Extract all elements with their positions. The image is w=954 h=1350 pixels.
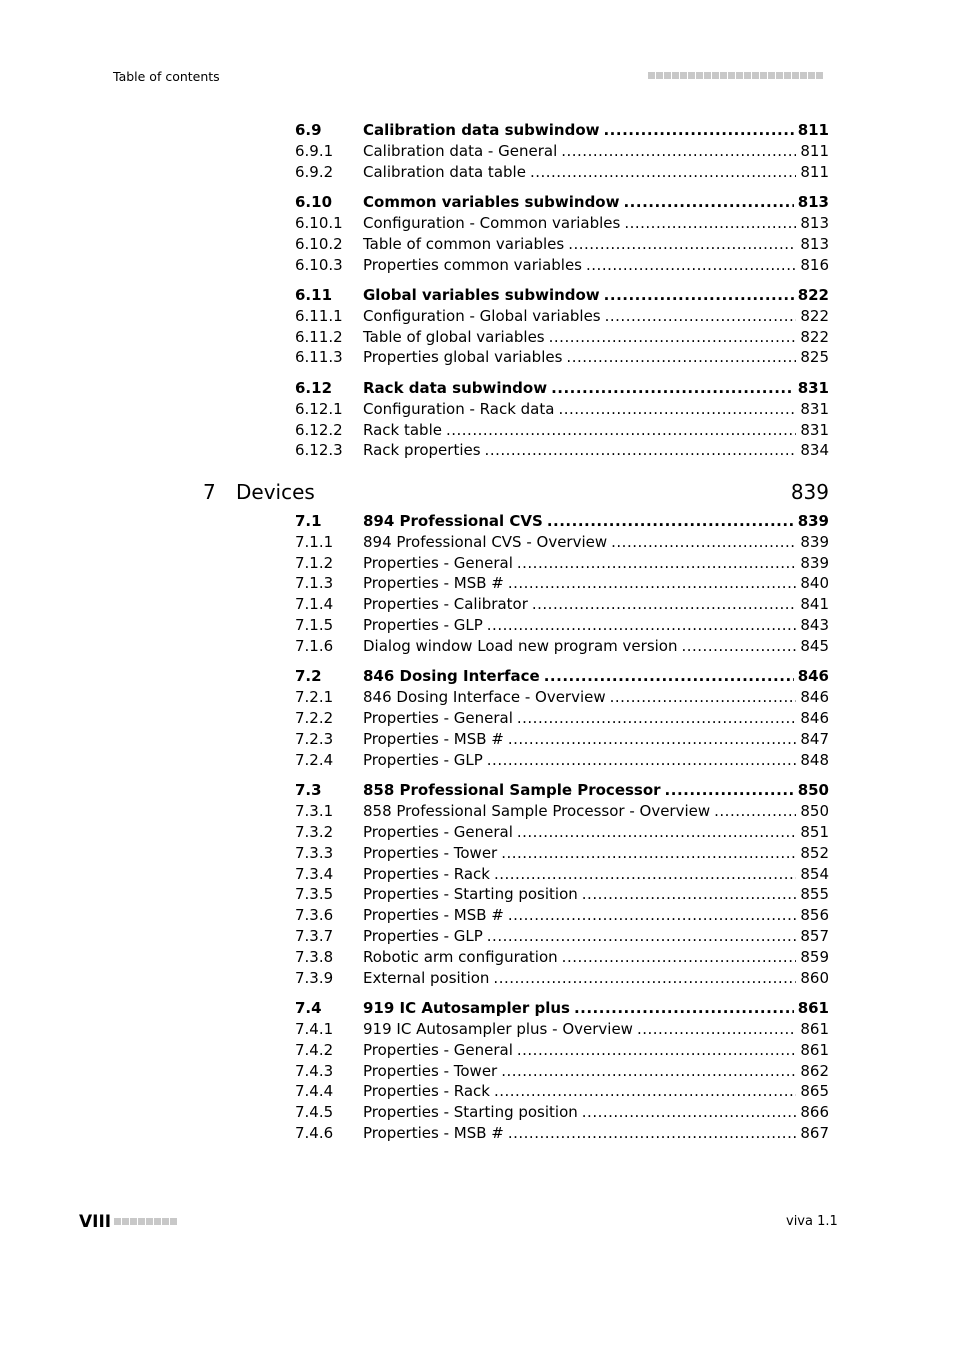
entry-page: 847 xyxy=(800,730,829,748)
entry-page: 852 xyxy=(800,844,829,862)
entry-title: Properties - MSB # xyxy=(363,906,504,924)
entry-title: Properties - GLP xyxy=(363,927,483,945)
entry-number: 7.3.1 xyxy=(295,802,334,820)
entry-title: Properties - GLP xyxy=(363,751,483,769)
toc-subsection-entry[interactable] xyxy=(295,637,829,659)
dot-leader xyxy=(544,667,794,685)
entry-number: 6.10 xyxy=(295,193,333,211)
entry-page: 813 xyxy=(800,214,829,232)
entry-page: 839 xyxy=(800,554,829,572)
entry-page: 850 xyxy=(800,802,829,820)
toc-subsection-entry[interactable] xyxy=(295,441,829,463)
dot-leader xyxy=(508,1124,797,1142)
toc-subsection-entry[interactable] xyxy=(295,214,829,236)
toc-subsection-entry[interactable] xyxy=(295,948,829,970)
toc-subsection-entry[interactable] xyxy=(295,348,829,370)
entry-page: 822 xyxy=(797,286,829,304)
entry-number: 7.3.3 xyxy=(295,844,334,862)
dot-leader xyxy=(561,142,796,160)
toc-subsection-entry[interactable] xyxy=(295,1062,829,1084)
chapter-title: Devices xyxy=(236,480,315,504)
entry-page: 860 xyxy=(800,969,829,987)
header-square xyxy=(736,72,743,79)
entry-number: 7.4.5 xyxy=(295,1103,334,1121)
entry-title: Properties - MSB # xyxy=(363,1124,504,1142)
entry-number: 7.1 xyxy=(295,512,322,530)
entry-title: Properties - General xyxy=(363,709,513,727)
toc-subsection-entry[interactable] xyxy=(295,142,829,164)
entry-page: 866 xyxy=(800,1103,829,1121)
dot-leader xyxy=(574,999,794,1017)
entry-title: Robotic arm configuration xyxy=(363,948,558,966)
dot-leader xyxy=(610,688,797,706)
entry-number: 7.4.2 xyxy=(295,1041,334,1059)
entry-number: 6.11.1 xyxy=(295,307,343,325)
entry-page: 839 xyxy=(797,512,829,530)
entry-page: 839 xyxy=(800,533,829,551)
entry-number: 7.1.1 xyxy=(295,533,334,551)
toc-section-entry[interactable] xyxy=(295,286,829,308)
footer-square xyxy=(154,1218,161,1225)
footer-decoration xyxy=(114,1218,177,1225)
dot-leader xyxy=(494,865,796,883)
entry-title: Properties global variables xyxy=(363,348,563,366)
entry-number: 7.3.5 xyxy=(295,885,334,903)
entry-number: 7.4.1 xyxy=(295,1020,334,1038)
dot-leader xyxy=(547,512,794,530)
dot-leader xyxy=(586,256,796,274)
entry-number: 6.10.3 xyxy=(295,256,343,274)
toc-subsection-entry[interactable] xyxy=(295,256,829,278)
entry-title: Table of common variables xyxy=(363,235,565,253)
header-square xyxy=(680,72,687,79)
page-number: VIII xyxy=(79,1212,112,1232)
header-square xyxy=(784,72,791,79)
toc-subsection-entry[interactable] xyxy=(295,709,829,731)
chapter-heading[interactable] xyxy=(203,480,829,506)
footer-square xyxy=(162,1218,169,1225)
entry-number: 7.3.8 xyxy=(295,948,334,966)
entry-number: 6.9 xyxy=(295,121,322,139)
entry-title: Properties - GLP xyxy=(363,616,483,634)
entry-page: 867 xyxy=(800,1124,829,1142)
entry-page: 855 xyxy=(800,885,829,903)
entry-number: 7.1.4 xyxy=(295,595,334,613)
toc-subsection-entry[interactable] xyxy=(295,1082,829,1104)
entry-page: 846 xyxy=(800,709,829,727)
entry-page: 822 xyxy=(800,307,829,325)
entry-page: 857 xyxy=(800,927,829,945)
entry-page: 834 xyxy=(800,441,829,459)
dot-leader xyxy=(487,751,797,769)
entry-title: Calibration data table xyxy=(363,163,526,181)
header-square xyxy=(656,72,663,79)
entry-title: Common variables subwindow xyxy=(363,193,620,211)
dot-leader xyxy=(568,235,796,253)
entry-number: 7.2 xyxy=(295,667,322,685)
toc-subsection-entry[interactable] xyxy=(295,328,829,350)
entry-page: 816 xyxy=(800,256,829,274)
entry-number: 6.12.3 xyxy=(295,441,343,459)
dot-leader xyxy=(604,286,794,304)
toc-subsection-entry[interactable] xyxy=(295,802,829,824)
entry-number: 6.9.2 xyxy=(295,163,334,181)
entry-page: 811 xyxy=(797,121,829,139)
dot-leader xyxy=(501,1062,796,1080)
dot-leader xyxy=(551,379,794,397)
footer-square xyxy=(114,1218,121,1225)
footer-square xyxy=(138,1218,145,1225)
dot-leader xyxy=(582,885,797,903)
entry-title: Properties - Starting position xyxy=(363,885,578,903)
entry-page: 856 xyxy=(800,906,829,924)
entry-title: 919 IC Autosampler plus xyxy=(363,999,570,1017)
entry-number: 6.10.1 xyxy=(295,214,343,232)
dot-leader xyxy=(501,844,796,862)
dot-leader xyxy=(558,400,796,418)
chapter-number: 7 xyxy=(203,480,216,504)
dot-leader xyxy=(582,1103,797,1121)
toc-subsection-entry[interactable] xyxy=(295,533,829,555)
header-square xyxy=(696,72,703,79)
header-square xyxy=(768,72,775,79)
entry-page: 813 xyxy=(800,235,829,253)
toc-subsection-entry[interactable] xyxy=(295,163,829,185)
entry-page: 846 xyxy=(797,667,829,685)
entry-page: 822 xyxy=(800,328,829,346)
header-square xyxy=(808,72,815,79)
header-decoration xyxy=(648,72,823,79)
toc-subsection-entry[interactable] xyxy=(295,421,829,443)
dot-leader xyxy=(487,616,797,634)
header-square xyxy=(688,72,695,79)
entry-number: 7.4 xyxy=(295,999,322,1017)
footer-square xyxy=(170,1218,177,1225)
entry-page: 841 xyxy=(800,595,829,613)
entry-title: Properties - General xyxy=(363,554,513,572)
dot-leader xyxy=(566,348,796,366)
toc-subsection-entry[interactable] xyxy=(295,616,829,638)
entry-number: 6.12.2 xyxy=(295,421,343,439)
entry-number: 7.3 xyxy=(295,781,322,799)
dot-leader xyxy=(562,948,797,966)
entry-title: 894 Professional CVS xyxy=(363,512,543,530)
toc-section-entry[interactable] xyxy=(295,667,829,689)
entry-title: Rack data subwindow xyxy=(363,379,548,397)
entry-number: 7.3.7 xyxy=(295,927,334,945)
dot-leader xyxy=(623,193,793,211)
entry-page: 845 xyxy=(800,637,829,655)
footer-square xyxy=(130,1218,137,1225)
entry-number: 6.12.1 xyxy=(295,400,343,418)
toc-subsection-entry[interactable] xyxy=(295,751,829,773)
product-version: viva 1.1 xyxy=(786,1214,838,1229)
dot-leader xyxy=(508,730,797,748)
entry-page: 862 xyxy=(800,1062,829,1080)
toc-subsection-entry[interactable] xyxy=(295,400,829,422)
toc-section-entry[interactable] xyxy=(295,512,829,534)
entry-page: 843 xyxy=(800,616,829,634)
chapter-page: 839 xyxy=(790,480,829,504)
dot-leader xyxy=(549,328,797,346)
entry-number: 7.4.6 xyxy=(295,1124,334,1142)
entry-title: Rack table xyxy=(363,421,442,439)
dot-leader xyxy=(517,1041,796,1059)
toc-subsection-entry[interactable] xyxy=(295,885,829,907)
toc-subsection-entry[interactable] xyxy=(295,969,829,991)
entry-title: Properties - Starting position xyxy=(363,1103,578,1121)
entry-title: Properties - MSB # xyxy=(363,574,504,592)
entry-number: 6.11.2 xyxy=(295,328,343,346)
entry-number: 7.3.6 xyxy=(295,906,334,924)
entry-title: Calibration data - General xyxy=(363,142,558,160)
dot-leader xyxy=(714,802,796,820)
header-square xyxy=(744,72,751,79)
entry-page: 846 xyxy=(800,688,829,706)
toc-subsection-entry[interactable] xyxy=(295,1041,829,1063)
entry-page: 854 xyxy=(800,865,829,883)
entry-page: 850 xyxy=(797,781,829,799)
entry-number: 7.2.4 xyxy=(295,751,334,769)
dot-leader xyxy=(605,307,797,325)
entry-title: 919 IC Autosampler plus - Overview xyxy=(363,1020,633,1038)
entry-page: 840 xyxy=(800,574,829,592)
dot-leader xyxy=(530,163,796,181)
entry-number: 7.1.2 xyxy=(295,554,334,572)
entry-page: 861 xyxy=(797,999,829,1017)
entry-number: 7.1.3 xyxy=(295,574,334,592)
header-square xyxy=(792,72,799,79)
dot-leader xyxy=(665,781,794,799)
dot-leader xyxy=(517,554,796,572)
entry-number: 6.9.1 xyxy=(295,142,334,160)
entry-number: 7.4.4 xyxy=(295,1082,334,1100)
entry-title: Properties - Tower xyxy=(363,1062,498,1080)
toc-subsection-entry[interactable] xyxy=(295,235,829,257)
dot-leader xyxy=(494,1082,796,1100)
entry-title: Properties - Rack xyxy=(363,865,490,883)
entry-page: 811 xyxy=(800,163,829,181)
entry-title: Properties common variables xyxy=(363,256,583,274)
entry-title: Configuration - Rack data xyxy=(363,400,555,418)
dot-leader xyxy=(624,214,796,232)
header-square xyxy=(760,72,767,79)
dot-leader xyxy=(487,927,797,945)
entry-number: 7.3.9 xyxy=(295,969,334,987)
footer-square xyxy=(122,1218,129,1225)
entry-number: 7.4.3 xyxy=(295,1062,334,1080)
toc-subsection-entry[interactable] xyxy=(295,1103,829,1125)
dot-leader xyxy=(508,574,797,592)
toc-subsection-entry[interactable] xyxy=(295,823,829,845)
entry-number: 6.10.2 xyxy=(295,235,343,253)
toc-subsection-entry[interactable] xyxy=(295,906,829,928)
dot-leader xyxy=(637,1020,796,1038)
entry-number: 6.12 xyxy=(295,379,333,397)
toc-subsection-entry[interactable] xyxy=(295,688,829,710)
entry-title: Properties - Rack xyxy=(363,1082,490,1100)
entry-title: Properties - MSB # xyxy=(363,730,504,748)
entry-title: Configuration - Common variables xyxy=(363,214,621,232)
entry-number: 7.3.2 xyxy=(295,823,334,841)
toc-section-entry[interactable] xyxy=(295,781,829,803)
header-square xyxy=(720,72,727,79)
entry-number: 7.1.6 xyxy=(295,637,334,655)
header-square xyxy=(704,72,711,79)
entry-title: Table of global variables xyxy=(363,328,545,346)
toc-subsection-entry[interactable] xyxy=(295,1020,829,1042)
entry-title: Properties - General xyxy=(363,823,513,841)
entry-title: Configuration - Global variables xyxy=(363,307,601,325)
toc-subsection-entry[interactable] xyxy=(295,307,829,329)
entry-number: 7.3.4 xyxy=(295,865,334,883)
entry-title: Properties - General xyxy=(363,1041,513,1059)
entry-page: 859 xyxy=(800,948,829,966)
entry-title: Calibration data subwindow xyxy=(363,121,600,139)
toc-subsection-entry[interactable] xyxy=(295,844,829,866)
header-square xyxy=(648,72,655,79)
dot-leader xyxy=(517,823,796,841)
toc-subsection-entry[interactable] xyxy=(295,865,829,887)
header-square xyxy=(776,72,783,79)
entry-title: External position xyxy=(363,969,490,987)
footer-square xyxy=(146,1218,153,1225)
entry-page: 831 xyxy=(800,400,829,418)
header-square xyxy=(800,72,807,79)
dot-leader xyxy=(532,595,796,613)
toc-section-entry[interactable] xyxy=(295,999,829,1021)
header-square xyxy=(728,72,735,79)
dot-leader xyxy=(603,121,793,139)
dot-leader xyxy=(681,637,796,655)
running-header-title: Table of contents xyxy=(113,69,220,84)
toc-subsection-entry[interactable] xyxy=(295,1124,829,1146)
dot-leader xyxy=(485,441,797,459)
entry-title: 858 Professional Sample Processor xyxy=(363,781,661,799)
entry-title: 894 Professional CVS - Overview xyxy=(363,533,608,551)
header-square xyxy=(752,72,759,79)
dot-leader xyxy=(517,709,796,727)
toc-subsection-entry[interactable] xyxy=(295,595,829,617)
header-square xyxy=(672,72,679,79)
toc-section-entry[interactable] xyxy=(295,379,829,401)
toc-subsection-entry[interactable] xyxy=(295,730,829,752)
toc-subsection-entry[interactable] xyxy=(295,554,829,576)
entry-title: Dialog window Load new program version xyxy=(363,637,678,655)
entry-title: Rack properties xyxy=(363,441,481,459)
header-square xyxy=(712,72,719,79)
entry-page: 825 xyxy=(800,348,829,366)
dot-leader xyxy=(446,421,796,439)
dot-leader xyxy=(508,906,797,924)
entry-title: Global variables subwindow xyxy=(363,286,600,304)
toc-subsection-entry[interactable] xyxy=(295,574,829,596)
entry-number: 6.11 xyxy=(295,286,333,304)
entry-number: 7.2.1 xyxy=(295,688,334,706)
entry-title: Properties - Calibrator xyxy=(363,595,528,613)
entry-page: 865 xyxy=(800,1082,829,1100)
entry-title: 846 Dosing Interface - Overview xyxy=(363,688,606,706)
entry-page: 813 xyxy=(797,193,829,211)
entry-page: 831 xyxy=(797,379,829,397)
toc-subsection-entry[interactable] xyxy=(295,927,829,949)
entry-title: 846 Dosing Interface xyxy=(363,667,540,685)
entry-number: 7.1.5 xyxy=(295,616,334,634)
toc-section-entry[interactable] xyxy=(295,193,829,215)
entry-title: 858 Professional Sample Processor - Overview xyxy=(363,802,711,820)
entry-page: 861 xyxy=(800,1041,829,1059)
entry-title: Properties - Tower xyxy=(363,844,498,862)
entry-page: 811 xyxy=(800,142,829,160)
entry-page: 848 xyxy=(800,751,829,769)
dot-leader xyxy=(493,969,796,987)
entry-number: 6.11.3 xyxy=(295,348,343,366)
entry-number: 7.2.2 xyxy=(295,709,334,727)
header-square xyxy=(664,72,671,79)
dot-leader xyxy=(611,533,796,551)
entry-page: 851 xyxy=(800,823,829,841)
entry-page: 861 xyxy=(800,1020,829,1038)
header-square xyxy=(816,72,823,79)
entry-number: 7.2.3 xyxy=(295,730,334,748)
entry-page: 831 xyxy=(800,421,829,439)
toc-section-entry[interactable] xyxy=(295,121,829,143)
